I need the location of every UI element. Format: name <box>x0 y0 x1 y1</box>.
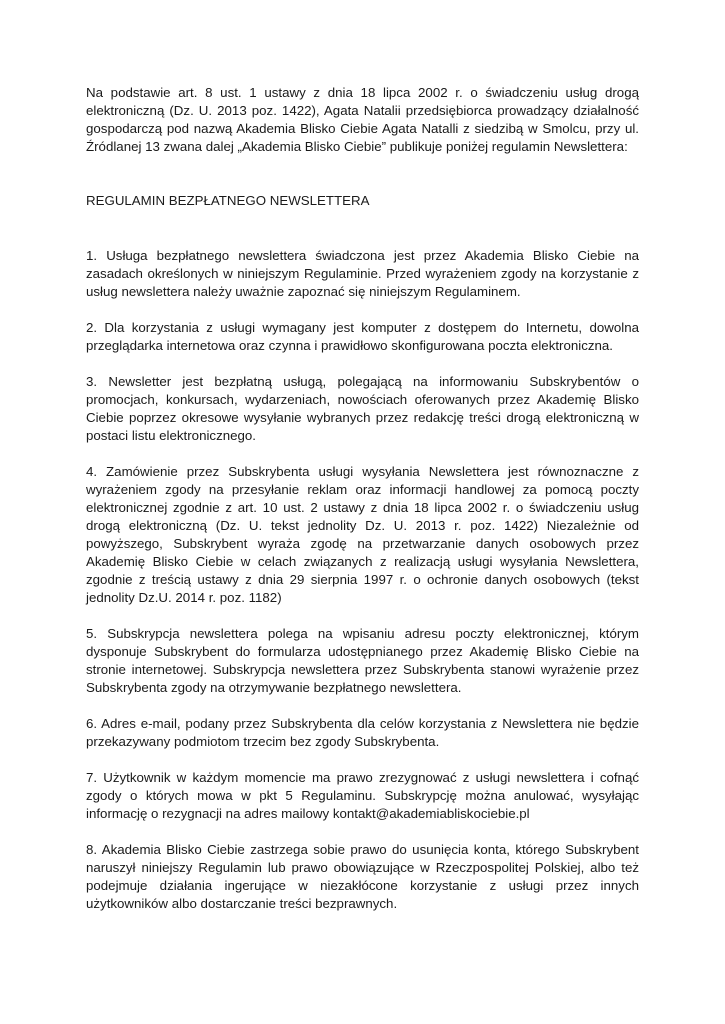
clause-5: 5. Subskrypcja newslettera polega na wpisaniu adresu poczty elektronicznej, którym dysponuje Subskrybent do formularza udostępnianego przez Akademię Blisko Ciebie na stronie internetowej. Subskrypcja newslettera przez Subskrybenta stanowi wyrażenie przez Subskrybenta zgody na otrzymywanie bezpłatnego newslettera. <box>86 626 639 695</box>
clause-1: 1. Usługa bezpłatnego newslettera świadczona jest przez Akademia Blisko Ciebie na zasadach określonych w niniejszym Regulaminie. Przed wyrażeniem zgody na korzystanie z usług newslettera należy uważnie zapoznać się niniejszym Regulaminem. <box>86 248 639 299</box>
clause-2: 2. Dla korzystania z usługi wymagany jest komputer z dostępem do Internetu, dowolna przeglądarka internetowa oraz czynna i prawidłowo skonfigurowana poczta elektroniczna. <box>86 320 639 353</box>
intro-paragraph: Na podstawie art. 8 ust. 1 ustawy z dnia 18 lipca 2002 r. o świadczeniu usług drogą elektroniczną (Dz. U. 2013 poz. 1422), Agata Natalii przedsiębiorca prowadzący działalność gospodarczą pod nazwą Akademia Blisko Ciebie Agata Natalli z siedzibą w Smolcu, przy ul. Źródlanej 13 zwana dalej „Akademia Blisko Ciebie” publikuje poniżej regulamin Newslettera: <box>86 85 639 154</box>
clause-4: 4. Zamówienie przez Subskrybenta usługi wysyłania Newslettera jest równoznaczne z wyrażeniem zgody na przesyłanie reklam oraz informacji handlowej za pomocą poczty elektronicznej zgodnie z art. 10 ust. 2 ustawy z dnia 18 lipca 2002 r. o świadczeniu usług drogą elektroniczną (Dz. U. tekst jednolity Dz. U. 2013 r. poz. 1422) Niezależnie od powyższego, Subskrybent wyraża zgodę na przetwarzanie danych osobowych przez Akademię Blisko Ciebie w celach związanych z realizacją usługi wysyłania Newslettera, zgodnie z treścią ustawy z dnia 29 sierpnia 1997 r. o ochronie danych osobowych (tekst jednolity Dz.U. 2014 r. poz. 1182) <box>86 464 639 605</box>
clause-3: 3. Newsletter jest bezpłatną usługą, polegającą na informowaniu Subskrybentów o promocjach, konkursach, wydarzeniach, nowościach oferowanych przez Akademię Blisko Ciebie poprzez okresowe wysyłanie wybranych przez redakcję treści drogą elektroniczną w postaci listu elektronicznego. <box>86 374 639 443</box>
document-title: REGULAMIN BEZPŁATNEGO NEWSLETTERA <box>86 193 370 208</box>
clause-6: 6. Adres e-mail, podany przez Subskrybenta dla celów korzystania z Newslettera nie będzie przekazywany podmiotom trzecim bez zgody Subskrybenta. <box>86 716 639 749</box>
clause-8: 8. Akademia Blisko Ciebie zastrzega sobie prawo do usunięcia konta, którego Subskrybent naruszył niniejszy Regulamin lub prawo obowiązujące w Rzeczpospolitej Polskiej, albo też podejmuje działania ingerujące w niezakłócone korzystanie z usługi przez innych użytkowników albo dostarczanie treści bezprawnych. <box>86 842 639 911</box>
clause-7: 7. Użytkownik w każdym momencie ma prawo zrezygnować z usługi newslettera i cofnąć zgody o których mowa w pkt 5 Regulaminu. Subskrypcję można anulować, wysyłając informację o rezygnacji na adres mailowy kontakt@akademiabliskociebie.pl <box>86 770 639 821</box>
